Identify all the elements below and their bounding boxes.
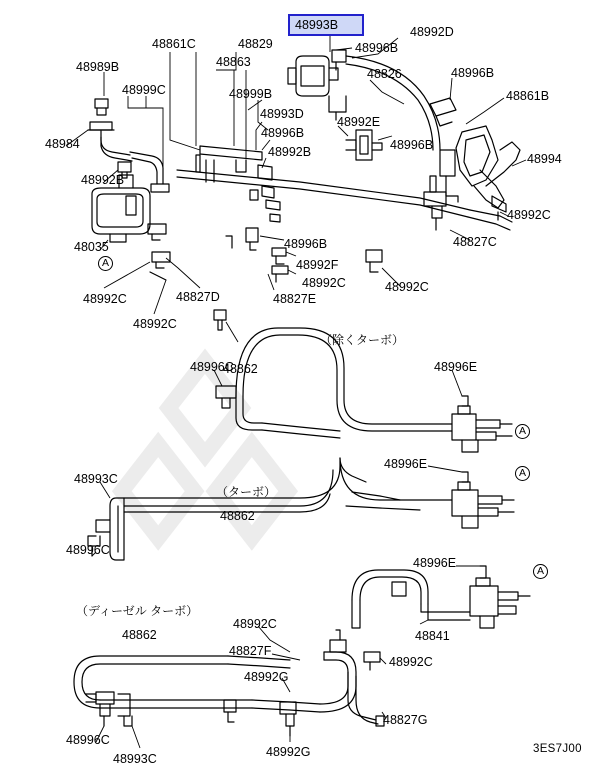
part-label: 48996C bbox=[190, 360, 234, 374]
part-label: 48829 bbox=[238, 37, 273, 51]
part-label: 48992F bbox=[296, 258, 339, 272]
callout-circle-a: A bbox=[515, 424, 530, 439]
part-label: 48862 bbox=[220, 509, 255, 523]
part-label: 48992C bbox=[507, 208, 551, 222]
variant-label-diesel-turbo: （ディーゼル ターボ） bbox=[76, 604, 199, 618]
part-label: 48999B bbox=[229, 87, 273, 101]
part-label: 48992C bbox=[302, 276, 346, 290]
part-label: 48999C bbox=[122, 83, 166, 97]
part-label: 48993C bbox=[113, 752, 157, 766]
part-label: 48992E bbox=[337, 115, 381, 129]
part-label: 48996B bbox=[261, 126, 305, 140]
part-label: 48035 bbox=[74, 240, 109, 254]
callout-circle-a: A bbox=[515, 466, 530, 481]
callout-circle-a: A bbox=[98, 256, 113, 271]
part-label: 48996E bbox=[434, 360, 478, 374]
part-label: 48989B bbox=[76, 60, 120, 74]
part-label: 48996B bbox=[355, 41, 399, 55]
highlighted-part-number: 48993B bbox=[295, 18, 339, 32]
part-label: 48992C bbox=[133, 317, 177, 331]
part-label: 48996E bbox=[384, 457, 428, 471]
part-label: 48994 bbox=[527, 152, 562, 166]
part-label: 48992B bbox=[81, 173, 125, 187]
part-label: 48996B bbox=[390, 138, 434, 152]
part-label: 48841 bbox=[415, 629, 450, 643]
part-label: 48996B bbox=[284, 237, 328, 251]
part-label: 48992C bbox=[83, 292, 127, 306]
part-label: 48992D bbox=[410, 25, 454, 39]
part-label: 48992C bbox=[385, 280, 429, 294]
part-label: 48984 bbox=[45, 137, 80, 151]
part-label: 48996C bbox=[66, 733, 110, 747]
part-label: 48827C bbox=[453, 235, 497, 249]
drawing-number: 3ES7J00 bbox=[533, 743, 582, 755]
part-label: 48996E bbox=[413, 556, 457, 570]
part-label: 48827D bbox=[176, 290, 220, 304]
variant-label-except-turbo: （除くターボ） bbox=[320, 333, 405, 347]
part-label: 48862 bbox=[122, 628, 157, 642]
part-label: 48863 bbox=[216, 55, 251, 69]
part-label: 48996C bbox=[66, 543, 110, 557]
part-label: 48861C bbox=[152, 37, 196, 51]
part-label: 48992B bbox=[268, 145, 312, 159]
part-label: 48993C bbox=[74, 472, 118, 486]
part-label: 48993D bbox=[260, 107, 304, 121]
part-label: 48861B bbox=[506, 89, 550, 103]
part-label: 48862 bbox=[223, 362, 258, 376]
part-label: 48996B bbox=[451, 66, 495, 80]
part-label: 48827G bbox=[383, 713, 428, 727]
part-label: 48992G bbox=[266, 745, 311, 759]
part-label: 48827E bbox=[273, 292, 317, 306]
variant-label-turbo: （ターボ） bbox=[216, 485, 277, 499]
part-label: 48826 bbox=[367, 67, 402, 81]
part-label: 48992C bbox=[389, 655, 433, 669]
part-label: 48992C bbox=[233, 617, 277, 631]
part-label: 48827F bbox=[229, 644, 272, 658]
part-label: 48992G bbox=[244, 670, 289, 684]
callout-circle-a: A bbox=[533, 564, 548, 579]
